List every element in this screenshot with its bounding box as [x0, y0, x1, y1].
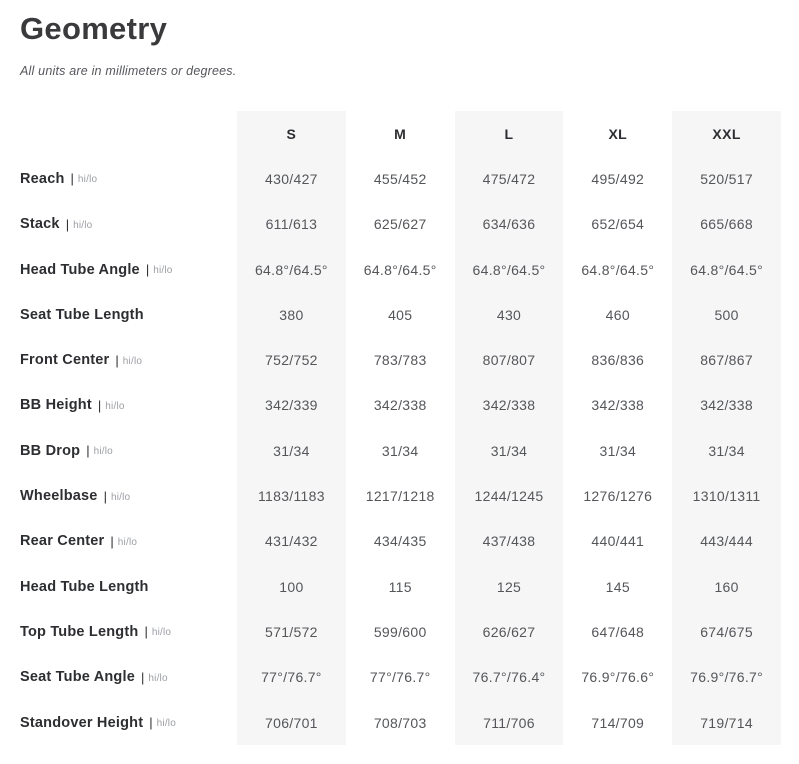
- geometry-value-cell: 64.8°/64.5°: [363, 261, 437, 278]
- geometry-value-cell: 430: [455, 292, 564, 337]
- row-label: Top Tube Length: [20, 623, 139, 640]
- row-label: BB Height: [20, 397, 92, 414]
- geometry-value-cell: 64.8°/64.5°: [237, 247, 346, 292]
- row-label: Seat Tube Angle: [20, 669, 135, 686]
- geometry-value-cell: 380: [237, 292, 346, 337]
- geometry-value-cell: 443/444: [672, 519, 781, 564]
- geometry-value-cell: 1310/1311: [672, 473, 781, 518]
- geometry-value-cell: 405: [388, 306, 413, 323]
- row-label: Wheelbase: [20, 488, 98, 505]
- table-row: [20, 655, 781, 700]
- table-row: [20, 428, 781, 473]
- geometry-value-cell: 836/836: [591, 352, 645, 369]
- geometry-value-cell: 64.8°/64.5°: [672, 247, 781, 292]
- row-label: Standover Height: [20, 714, 144, 731]
- geometry-value-cell: 708/703: [373, 714, 427, 731]
- geometry-value-cell: 706/701: [237, 700, 346, 745]
- hi-lo-suffix: hi/lo: [93, 446, 113, 458]
- geometry-value-cell: 1244/1245: [455, 473, 564, 518]
- geometry-value-cell: 31/34: [672, 428, 781, 473]
- geometry-value-cell: 342/338: [373, 397, 427, 414]
- row-label: Head Tube Length: [20, 578, 149, 595]
- geometry-value-cell: 76.9°/76.6°: [581, 669, 655, 686]
- label-separator: |: [141, 669, 145, 685]
- hi-lo-suffix: hi/lo: [110, 491, 131, 503]
- row-label-cell: [20, 443, 237, 459]
- geometry-value-cell: 31/34: [455, 428, 564, 473]
- geometry-table: [20, 111, 781, 745]
- geometry-value-cell: 64.8°/64.5°: [455, 247, 564, 292]
- row-label-cell: [20, 171, 237, 187]
- geometry-value-cell: 125: [455, 564, 564, 609]
- geometry-value-cell: 674/675: [672, 609, 781, 654]
- hi-lo-suffix: hi/lo: [73, 219, 93, 231]
- geometry-value-cell: 807/807: [455, 337, 564, 382]
- geometry-value-cell: 634/636: [455, 202, 564, 247]
- geometry-value-cell: 342/338: [455, 383, 564, 428]
- geometry-value-cell: 342/338: [672, 383, 781, 428]
- geometry-value-cell: 455/452: [373, 170, 427, 187]
- geometry-value-cell: 752/752: [237, 337, 346, 382]
- label-separator: |: [97, 397, 102, 413]
- geometry-value-cell: 440/441: [591, 533, 645, 550]
- geometry-value-cell: 31/34: [237, 428, 346, 473]
- geometry-value-cell: 342/339: [237, 383, 346, 428]
- size-column-header: S: [237, 111, 346, 156]
- geometry-value-cell: 611/613: [237, 202, 346, 247]
- row-label: Front Center: [20, 352, 110, 369]
- units-note: All units are in millimeters or degrees.: [20, 64, 237, 78]
- geometry-value-cell: 160: [672, 564, 781, 609]
- table-row: [20, 564, 781, 609]
- geometry-value-cell: 342/338: [591, 397, 645, 414]
- size-column-header: M: [394, 125, 407, 142]
- hi-lo-suffix: hi/lo: [105, 400, 125, 412]
- row-label-cell: [20, 715, 237, 731]
- hi-lo-suffix: hi/lo: [148, 672, 168, 684]
- geometry-value-cell: 475/472: [455, 156, 564, 201]
- row-label: Rear Center: [20, 533, 105, 550]
- geometry-value-cell: 64.8°/64.5°: [581, 261, 655, 278]
- geometry-value-cell: 31/34: [381, 442, 419, 459]
- row-label-cell: [20, 488, 237, 504]
- geometry-value-cell: 100: [237, 564, 346, 609]
- size-column-header: XL: [608, 125, 628, 142]
- geometry-value-cell: 495/492: [591, 170, 645, 187]
- row-label-cell: [20, 216, 237, 232]
- page-title: Geometry: [20, 11, 168, 46]
- geometry-value-cell: 31/34: [599, 442, 637, 459]
- row-label-cell: [20, 352, 237, 368]
- row-label: Stack: [20, 216, 60, 233]
- row-label-cell: [20, 397, 237, 413]
- geometry-value-cell: 77°/76.7°: [369, 669, 431, 686]
- label-separator: |: [86, 443, 90, 459]
- geometry-value-cell: 145: [605, 578, 630, 595]
- geometry-value-cell: 431/432: [237, 519, 346, 564]
- table-row: [20, 700, 781, 745]
- row-label: Head Tube Angle: [20, 261, 140, 278]
- table-row: [20, 292, 781, 337]
- table-body: [20, 156, 781, 745]
- geometry-value-cell: 1183/1183: [237, 473, 346, 518]
- geometry-value-cell: 430/427: [237, 156, 346, 201]
- row-label-cell: [20, 533, 237, 549]
- label-separator: |: [145, 262, 150, 278]
- geometry-value-cell: 867/867: [672, 337, 781, 382]
- label-separator: |: [144, 624, 148, 640]
- size-column-header: XXL: [672, 111, 781, 156]
- geometry-value-cell: 665/668: [672, 202, 781, 247]
- hi-lo-suffix: hi/lo: [156, 718, 176, 729]
- label-separator: |: [115, 352, 119, 368]
- size-column-header: L: [455, 111, 564, 156]
- geometry-value-cell: 626/627: [455, 609, 564, 654]
- hi-lo-suffix: hi/lo: [153, 265, 173, 277]
- label-separator: |: [149, 715, 153, 730]
- geometry-value-cell: 1276/1276: [583, 488, 653, 505]
- table-row: [20, 383, 781, 428]
- geometry-value-cell: 500: [672, 292, 781, 337]
- label-separator: |: [103, 488, 107, 504]
- geometry-value-cell: 647/648: [591, 623, 645, 640]
- geometry-value-cell: 711/706: [455, 700, 564, 745]
- table-row: [20, 609, 781, 654]
- geometry-value-cell: 714/709: [591, 714, 645, 731]
- geometry-value-cell: 77°/76.7°: [237, 655, 346, 700]
- geometry-value-cell: 571/572: [237, 609, 346, 654]
- table-row: [20, 247, 781, 292]
- geometry-value-cell: 599/600: [373, 623, 427, 640]
- geometry-value-cell: 1217/1218: [365, 488, 435, 505]
- geometry-value-cell: 520/517: [672, 156, 781, 201]
- row-label-cell: [20, 669, 237, 685]
- row-label-cell: [20, 262, 237, 278]
- geometry-value-cell: 783/783: [373, 352, 427, 369]
- hi-lo-suffix: hi/lo: [117, 536, 138, 548]
- label-separator: |: [70, 171, 74, 187]
- table-header-row: [20, 111, 781, 156]
- row-label-cell: [20, 307, 237, 323]
- hi-lo-suffix: hi/lo: [151, 627, 172, 639]
- geometry-value-cell: 115: [388, 578, 412, 595]
- row-label-cell: [20, 624, 237, 640]
- geometry-value-cell: 625/627: [373, 216, 427, 233]
- geometry-value-cell: 434/435: [373, 533, 427, 550]
- row-label: Reach: [20, 170, 65, 187]
- hi-lo-suffix: hi/lo: [77, 174, 98, 186]
- table-row: [20, 337, 781, 382]
- geometry-value-cell: 460: [605, 306, 630, 323]
- table-row: [20, 519, 781, 564]
- label-separator: |: [110, 533, 114, 549]
- geometry-value-cell: 437/438: [455, 519, 564, 564]
- table-row: [20, 156, 781, 201]
- geometry-value-cell: 76.9°/76.7°: [672, 655, 781, 700]
- hi-lo-suffix: hi/lo: [122, 355, 143, 367]
- geometry-value-cell: 652/654: [591, 216, 645, 233]
- geometry-value-cell: 76.7°/76.4°: [455, 655, 564, 700]
- row-label: Seat Tube Length: [20, 306, 144, 323]
- row-label-cell: [20, 579, 237, 595]
- table-row: [20, 473, 781, 518]
- label-separator: |: [65, 216, 70, 232]
- geometry-value-cell: 719/714: [672, 700, 781, 745]
- table-row: [20, 202, 781, 247]
- row-label: BB Drop: [20, 442, 81, 459]
